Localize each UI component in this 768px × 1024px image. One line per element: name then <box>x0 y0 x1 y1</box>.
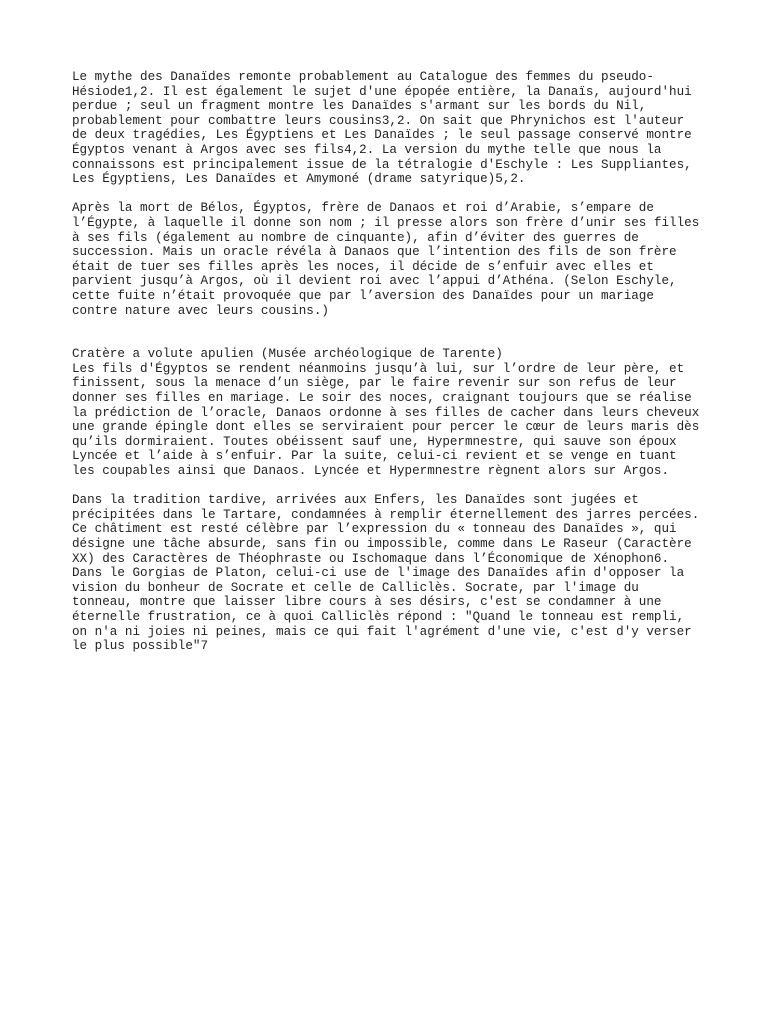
text-line: Dans le Gorgias de Platon, celui-ci use de l'image des Danaïdes afin d'opposer la <box>72 566 685 581</box>
text-line: Égyptos venant à Argos avec ses fils4,2. La version du mythe telle que nous la <box>72 142 662 157</box>
text-line: parvient jusqu’à Argos, où il devient roi avec l’appui d’Athéna. (Selon Eschyle, <box>72 274 677 289</box>
text-line: Hésiode1,2. Il est également le sujet d'une épopée entière, la Danaïs, aujourd'hui <box>72 84 692 99</box>
text-line: à ses fils (également au nombre de cinquante), afin d’éviter des guerres de <box>72 230 639 245</box>
text-line: Dans la tradition tardive, arrivées aux Enfers, les Danaïdes sont jugées et <box>72 493 639 508</box>
text-line: une grande épingle dont elles se serviraient pour percer le cœur de leurs maris dès <box>72 420 700 435</box>
text-line: Les Égyptiens, Les Danaïdes et Amymoné (drame satyrique)5,2. <box>72 172 526 187</box>
text-line: la prédiction de l’oracle, Danaos ordonne à ses filles de cacher dans leurs cheveux <box>72 405 700 420</box>
paragraph-mythe-origines <box>72 70 732 187</box>
paragraph-enfers <box>72 493 732 654</box>
text-line: on n'a ni joies ni peines, mais ce qui fait l'agrément d'une vie, c'est d'y verser <box>72 624 692 639</box>
text-line: connaissons est principalement issue de la tétralogie d'Eschyle : Les Suppliantes, <box>72 157 692 172</box>
text-line: Les fils d'Égyptos se rendent néanmoins jusqu’à lui, sur l’ordre de leur père, et <box>72 361 685 376</box>
text-line: perdue ; seul un fragment montre les Danaïdes s'armant sur les bords du Nil, <box>72 99 647 114</box>
text-line: désigne une tâche absurde, sans fin ou impossible, comme dans Le Raseur (Caractère <box>72 537 692 551</box>
text-line: Ce châtiment est resté célèbre par l’expression du « tonneau des Danaïdes », qui <box>72 522 677 537</box>
text-line: vision du bonheur de Socrate et celle de Calliclès. Socrate, par l'image du <box>72 580 639 595</box>
document-page <box>72 70 732 668</box>
text-line: Le mythe des Danaïdes remonte probablement au Catalogue des femmes du pseudo- <box>72 70 654 84</box>
text-line: de deux tragédies, Les Égyptiens et Les Danaïdes ; le seul passage conservé montre <box>72 128 692 143</box>
text-line: tonneau, montre que laisser libre cours à ses désirs, c'est se condamner à une <box>72 595 662 610</box>
text-line: les coupables ainsi que Danaos. Lyncée et Hypermnestre règnent alors sur Argos. <box>72 464 670 479</box>
text-line: était de tuer ses filles après les noces, il décide de s’enfuir avec elles et <box>72 259 654 274</box>
text-line: finissent, sous la menace d’un siège, par le faire revenir sur son refus de leur <box>72 376 677 391</box>
text-line: précipitées dans le Tartare, condamnées à remplir éternellement des jarres percées. <box>72 507 700 522</box>
text-line: contre nature avec leurs cousins.) <box>72 303 329 318</box>
text-line: succession. Mais un oracle révéla à Danaos que l’intention des fils de son frère <box>72 245 677 260</box>
text-line: cette fuite n’était provoquée que par l’aversion des Danaïdes pour un mariage <box>72 288 654 303</box>
text-line: donner ses filles en mariage. Le soir des noces, craignant toujours que se réalise <box>72 391 692 406</box>
text-line: probablement pour combattre leurs cousins3,2. On sait que Phrynichos est l'auteur <box>72 113 685 128</box>
text-line: XX) des Caractères de Théophraste ou Ischomaque dans l’Économique de Xénophon6. <box>72 551 670 566</box>
text-line: le plus possible"7 <box>72 639 209 654</box>
text-line: éternelle frustration, ce à quoi Calliclès répond : "Quand le tonneau est rempli, <box>72 609 685 624</box>
text-line: qu’ils dormiraient. Toutes obéissent sauf une, Hypermnestre, qui sauve son époux <box>72 434 677 449</box>
text-line: Lyncée et l’aide à s’enfuir. Par la suite, celui-ci revient et se venge en tuant <box>72 449 677 464</box>
text-line: Après la mort de Bélos, Égyptos, frère de Danaos et roi d’Arabie, s’empare de <box>72 201 654 216</box>
paragraph-noces <box>72 347 732 478</box>
text-line: l’Égypte, à laquelle il donne son nom ; il presse alors son frère d’unir ses filles <box>72 215 700 230</box>
image-caption: Cratère a volute apulien (Musée archéologique de Tarente) <box>72 347 503 362</box>
paragraph-fuite-danaos <box>72 201 732 318</box>
